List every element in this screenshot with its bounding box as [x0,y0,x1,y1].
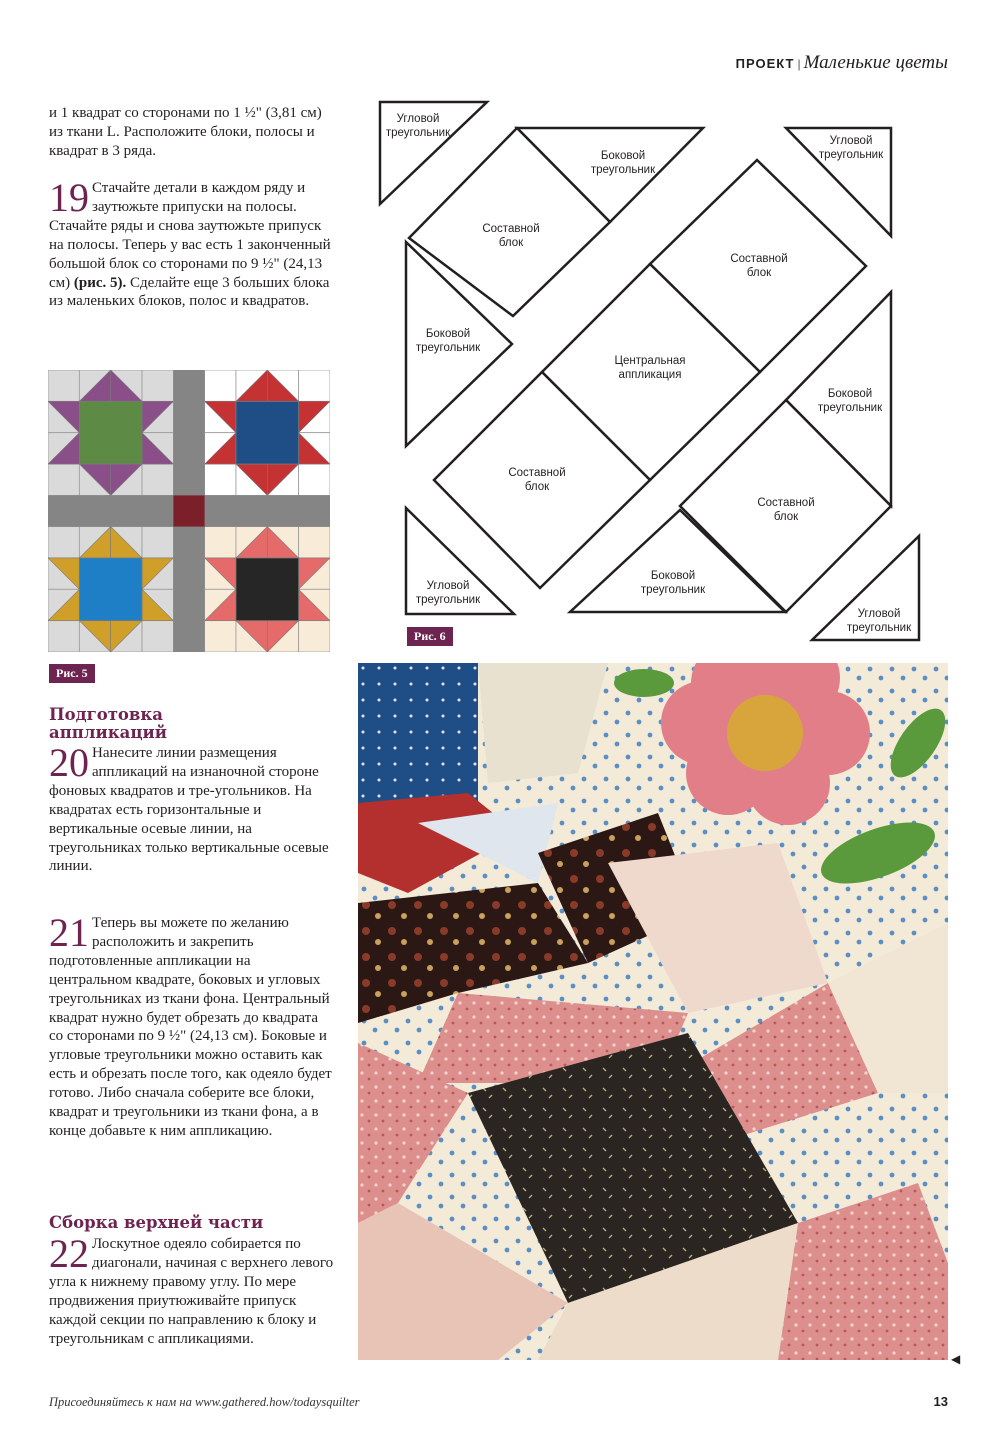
intro-paragraph: и 1 квадрат со сторонами по 1 ½" (3,81 см) из ткани L. Расположите блоки, полосы и квадрат в 3 ряда. [49,105,322,159]
label-corner-top-right: Угловой треугольник [818,135,884,161]
cornerstone-square [173,495,204,526]
running-header [736,52,948,74]
quilt-photo-illustration [358,663,948,1360]
label-block-d: Составной блок [757,497,815,523]
step-text: Лоскутное одеяло собирается по диагонали, начиная с верхнего левого угла к нижнему правому углу. По мере продвижения приутюживайте припуск каждой секции по направлению к блоку и треугольникам с аппликациями. [49,1236,334,1347]
figure-6-layout-diagram [375,98,923,648]
figure-5-label: Рис. 5 [49,664,95,683]
step-text: Нанесите линии размещения аппликаций на изнаночной стороне фоновых квадратов и тре-угольников. На квадратах есть горизонтальные и вертикальные осевые линии, на треугольниках только вертикальные осевые линии. [49,745,329,875]
block-cell [48,621,79,652]
label-corner-bottom-left: Угловой треугольник [415,580,481,606]
navy-patch [358,663,478,803]
label-side-right: Боковой треугольник [817,388,883,414]
label-block-a: Составной блок [482,223,540,249]
block-cell [299,527,330,558]
block-cell [299,464,330,495]
label-side-bottom: Боковой треугольник [640,570,706,596]
step-number: 21 [49,910,89,955]
block-cell [142,527,173,558]
block-center-square [236,558,299,621]
step-text-continued: Сделайте еще 3 больших блока из маленьких блоков, полос и квадратов. [49,274,330,310]
block-cell [205,464,236,495]
label-side-left: Боковой треугольник [415,328,481,354]
applique-leaf-top [614,669,674,697]
page-number: 13 [933,1394,948,1409]
quadrant-gold-blue [48,527,173,652]
block-center-square [79,401,142,464]
figure-6-label: Рис. 6 [407,627,453,646]
section-label: ПРОЕКТ [735,56,795,71]
label-corner-top-left: Угловой треугольник [385,113,451,139]
block-center-square [79,558,142,621]
label-corner-bottom-right: Угловой треугольник [846,608,912,634]
section-heading-assembly: Сборка верхней части [49,1213,264,1232]
heading-line-2: аппликаций [49,723,167,742]
section-heading-applique [49,706,335,742]
block-cell [142,370,173,401]
quadrant-purple-green [48,370,173,495]
step-text: Стачайте детали в каждом ряду и заутюжьте припуски на полосы. Стачайте ряды и снова заутюжьте припуск на полосы. Теперь у вас есть 1 законченный большой блок со сторонами по 9 ½" (24,13 см) [49,180,331,291]
block-cell [48,370,79,401]
block-cell [299,621,330,652]
heading-line-1: Подготовка [49,705,164,724]
step-19 [49,175,335,311]
step-number: 20 [49,740,89,785]
label-block-c: Составной блок [508,467,566,493]
figure-5-quilt-block [48,370,330,652]
project-title: Маленькие цветы [803,52,948,73]
figure-reference: (рис. 5). [73,274,127,291]
block-cell [142,464,173,495]
step-number: 22 [49,1231,89,1276]
block-cell [142,621,173,652]
block-cell [299,370,330,401]
footer-join-text: Присоединяйтесь к нам на www.gathered.how/todaysquilter [49,1395,360,1409]
step-20 [49,740,335,876]
step-number: 19 [49,175,89,220]
block-cell [205,527,236,558]
block-cell [48,527,79,558]
quadrant-salmon-black [205,527,330,652]
block-cell [205,370,236,401]
block-cell [205,621,236,652]
step-21 [49,910,335,1141]
step-22 [49,1231,335,1348]
label-block-b: Составной блок [730,253,788,279]
step-text: Теперь вы можете по желанию расположить и закрепить подготовленные аппликации на центральном квадрате, боковых и угловых треугольниках из ткани фона. Центральный квадрат нужно будет обрезать до квадрата со сторонами по 9 ½" (24,13 см). Боковые и угловые треугольники можно оставить как есть и обрезать после того, как одеяло будет готово. Либо сначала соберите все блоки, квадрат и треугольники из ткани фона, а в конце добавьте к ним аппликацию. [49,915,332,1139]
block-cell [48,464,79,495]
label-center: Центральная аппликация [614,355,686,381]
quadrant-red-navy [205,370,330,495]
header-separator: | [797,57,801,71]
continue-arrow-icon: ◀ [951,1352,961,1366]
block-center-square [236,401,299,464]
label-side-top: Боковой треугольник [590,150,656,176]
quilt-photo [358,663,948,1360]
